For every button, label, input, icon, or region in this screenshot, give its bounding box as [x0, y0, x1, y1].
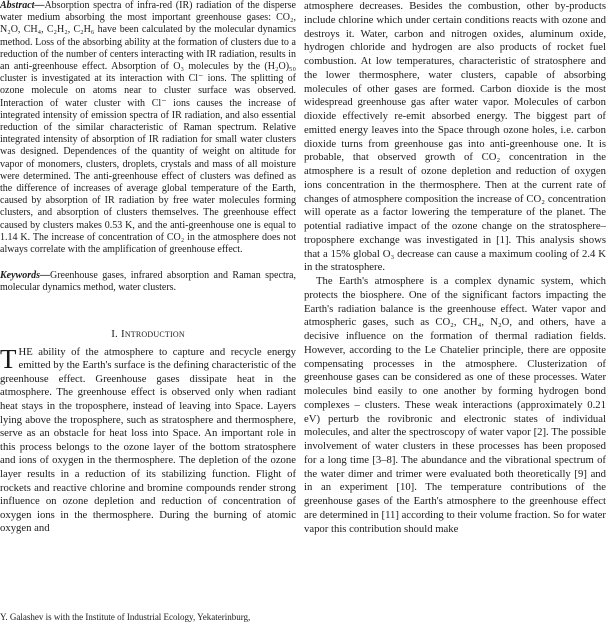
keywords — [0, 270, 296, 294]
right-column — [304, 0, 606, 630]
left-column — [0, 0, 296, 630]
section-title: Introduction — [120, 327, 185, 340]
body-paragraph-1: atmosphere decreases. Besides the combustion, other by-products include chlorine which under certain conditions reacts with ozone and destroys it. Water, carbon and nitrogen oxides, aluminum oxide, hydrogen chloride and hydrogen are also products of rocket fuel combustion. At low temperatures, characteristic of stratosphere and the lower thermosphere, water clusters, capable of absorbing molecules of other gases are formed. Carbon dioxide is the most widespread greenhouse gas after water vapor. Molecules of carbon dioxide effectively re-emit absorbed energy. The biggest part of emitted energy leaves into the Space through ozone holes, i.e. carbon dioxide turns from greenhouse gas into anti-greenhouse one. It is probable, that observed growth of CO₂ concentration in the atmosphere is a result of ozone depletion and reduction of oxygen ions concentration in the thermosphere. Then at the current rate of changes of atmosphere composition the increase of CO₂ concentration will operate as a factor lowering the temperature of the planet. The potential radiative impact of the ozone change on the stratosphere–troposphere exchange was investigated in [1]. This analysis shows that a 15% global O₃ decrease can cause a maximum cooling of 2.4 K in the stratosphere. — [304, 0, 606, 274]
intro-text: HE ability of the atmosphere to capture and recycle energy emitted by the Earth's surface is the defining characteristic of the greenhouse effect. Greenhouse gases dissipate heat in the atmosphere. The greenhouse effect is observed only when radiant heat stays in the troposphere, instead of leaving into Space. Layers lying above the troposphere, such as stratosphere and thermosphere, serve as an obstacle for heat loss into Space. An important role in this process belongs to the ozone layer of the bottom stratosphere and ions of oxygen in the thermosphere. The depletion of the ozone layer results in a reduction of its stabilizing function. Flight of rockets and reactive chlorine and bromine compounds render strong influence on ozone depletion and reduction of concentration of oxygen ions in the thermosphere. During the burning of atomic oxygen and — [0, 345, 296, 535]
keywords-label: Keywords— — [0, 270, 50, 282]
body-paragraph-2: The Earth's atmosphere is a complex dynamic system, which protects the biosphere. One of the significant factors impacting the Earth's radiation balance is the greenhouse effect. Water vapor and atmospheric gases, such as CO₂, CH₄, N₂O, and others, have a decisive influence on the formation of thermal radiation fields. However, according to the Le Chatelier principle, there are opposite compensating processes in the atmosphere. Clusterization of greenhouse gases can be considered as one of these processes. Water molecules bind easily to one another by forming hydrogen bond complexes – clusters. These weak interactions (approximately 0.21 eV) perturb the rovibronic and electronic states of individual molecules, and alter the spectroscopy of water vapor [2]. The possible involvement of water clusters in these processes has been proposed for a long time [3–8]. The abundance and the vibrational spectrum of the water dimer and trimer were evaluated both theoretically [9] and in an experiment [10]. The temperature contributions of the greenhouse gases of the Earth's atmosphere to the greenhouse effect are determined in [11] according to their volume fraction. So for water vapor this contribution should make — [304, 275, 606, 535]
intro-paragraph — [0, 343, 296, 536]
abstract-label: Abstract— — [0, 0, 45, 11]
keywords-text: Greenhouse gases, infrared absorption and Raman spectra, molecular dynamics method, water clusters. — [0, 270, 296, 294]
author-footnote: Y. Galashev is with the Institute of Industrial Ecology, Yekaterinburg, — [0, 612, 251, 622]
abstract — [0, 0, 296, 256]
abstract-text: Absorption spectra of infra-red (IR) radiation of the disperse water medium absorbing the most important greenhouse gases: CO₂, N₂O, CH₄, C₂H₂, C₂H₆ have been calculated by the molecular dynamics method. Loss of the absorbing ability at the formation of clusters due to a reduction of the number of centers interacting with IR radiation, results in an anti-greenhouse effect. Absorption of O₃ molecules by the (H₂O)₅₀ cluster is investigated at its interaction with Cl⁻ ions. The splitting of ozone molecule on atoms near to cluster surface was observed. Interaction of water cluster with Cl⁻ ions causes the increase of integrated intensity of emission spectra of IR radiation, and also essential reduction of the similar characteristic of Raman spectrum. Relative integrated intensity of absorption of IR radiation for small water clusters was designed. Dependences of the quantity of weight on altitude for vapor of monomers, clusters, droplets, crystals and mass of all moisture were determined. The anti-greenhouse effect of clusters was defined as the difference of increases of average global temperature of the Earth, caused by absorption of IR radiation by free water molecules forming clusters, and absorption of clusters themselves. The greenhouse effect caused by clusters makes 0.53 K, and the anti-greenhouse one is equal to 1.14 K. The increase of concentration of CO₂ in the atmosphere does not always correlate with the amplification of greenhouse effect. — [0, 0, 296, 256]
section-heading — [0, 328, 296, 340]
drop-cap: T — [0, 343, 17, 374]
section-number: I. — [111, 327, 119, 340]
